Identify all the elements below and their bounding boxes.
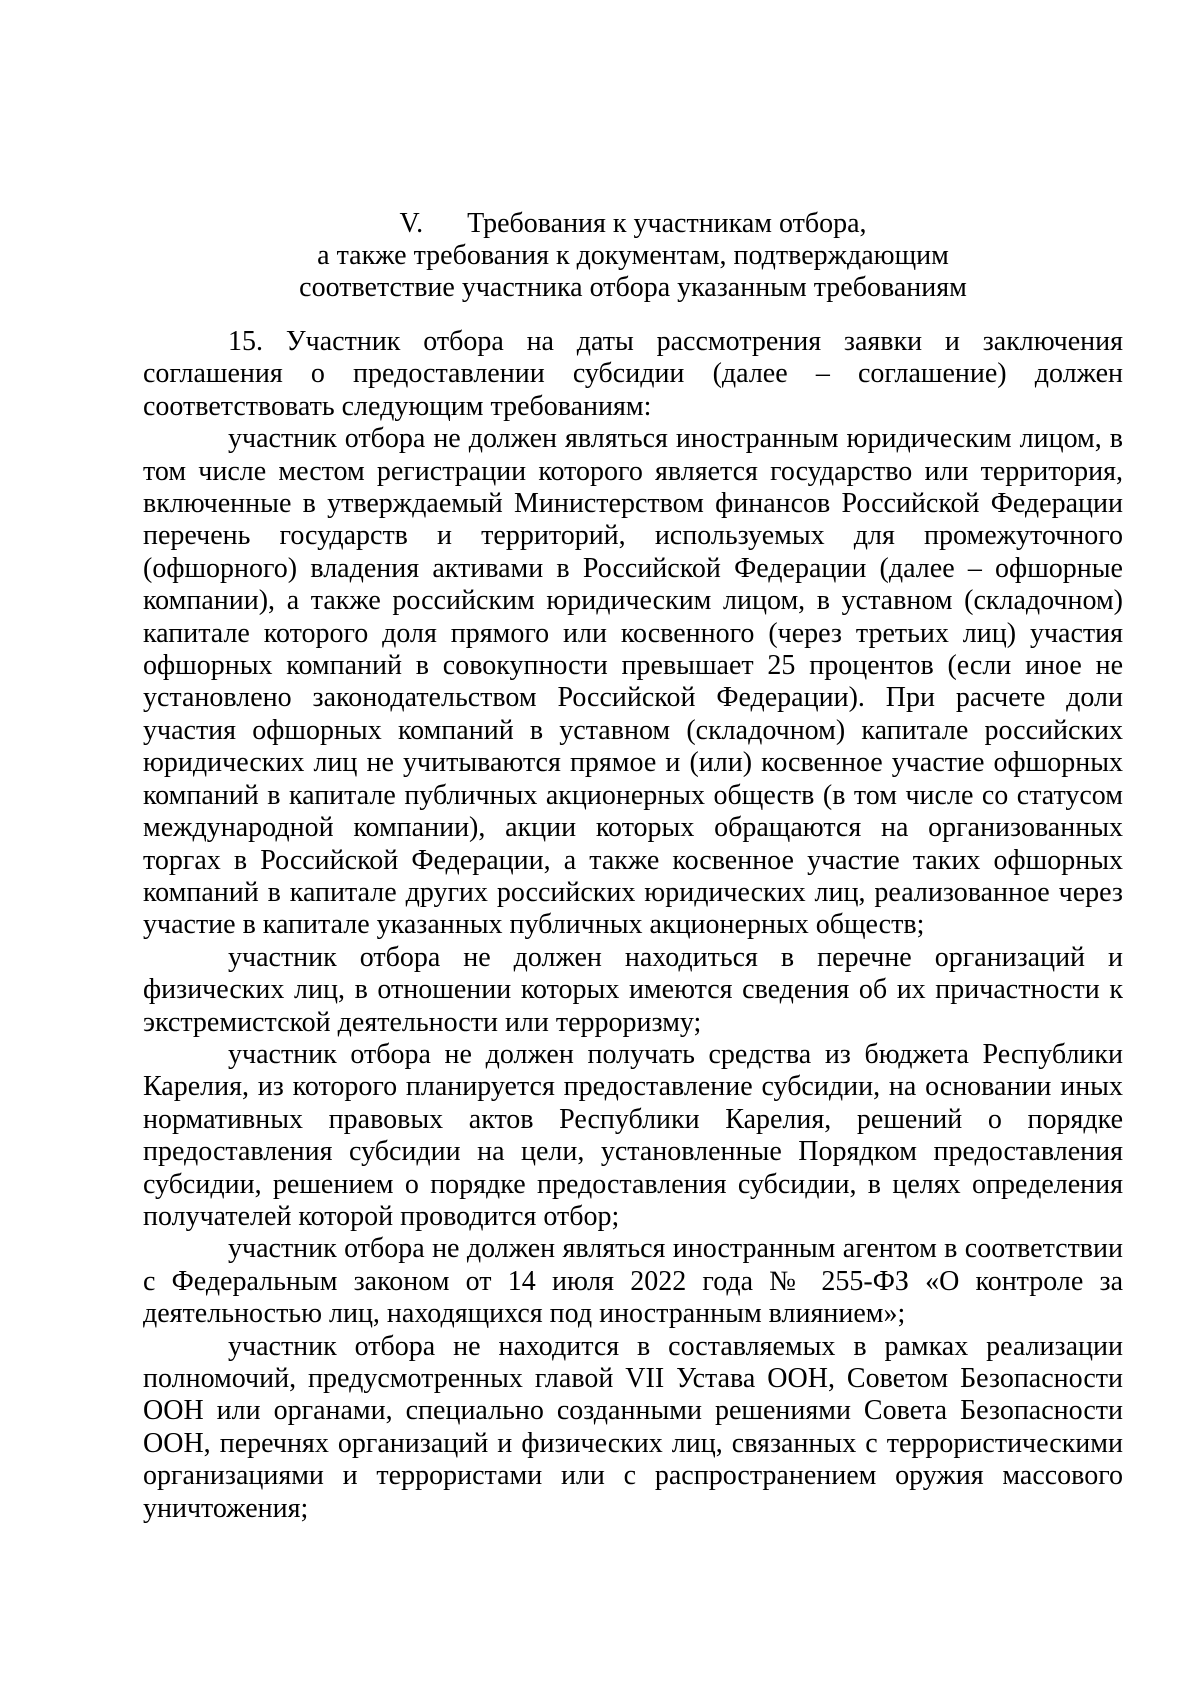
section-heading-line-2: а также требования к документам, подтверждающим (317, 240, 949, 271)
paragraph-extremism-requirement: участник отбора не должен находиться в перечне организаций и физических лиц, в отношении которых имеются сведения об их причастности к экстремистской деятельности или терроризму; (143, 941, 1123, 1038)
section-heading-line-3: соответствие участника отбора указанным требованиям (299, 272, 967, 303)
section-title: Требования к участникам отбора, (467, 208, 867, 239)
paragraph-clause-15: 15. Участник отбора на даты рассмотрения заявки и заключения соглашения о предоставлении субсидии (далее – соглашение) должен соответствовать следующим требованиям: (143, 326, 1123, 422)
section-heading-line-1 (143, 208, 1123, 240)
paragraph-budget-requirement: участник отбора не должен получать средства из бюджета Республики Карелия, из которого планируется предоставление субсидии, на основании иных нормативных правовых актов Республики Карелия, решений о порядке предоставления субсидии на цели, установленные Порядком предоставления субсидии, решением о порядке предоставления субсидии, в целях определения получателей которой проводится отбор; (143, 1038, 1123, 1232)
document-body (143, 326, 1123, 1525)
paragraph-un-sanctions-requirement: участник отбора не находится в составляемых в рамках реализации полномочий, предусмотренных главой VII Устава ООН, Советом Безопасности ООН или органами, специально созданными решениями Совета Безопасности ООН, перечнях организаций и физических лиц, связанных с террористическими организациями и террористами или с распространением оружия массового уничтожения; (143, 1330, 1123, 1524)
section-heading (143, 208, 1123, 304)
section-numeral: V. (399, 208, 424, 239)
paragraph-foreign-agent-requirement: участник отбора не должен являться иностранным агентом в соответствии с Федеральным законом от 14 июля 2022 года № 255-ФЗ «О контроле за деятельностью лиц, находящихся под иностранным влиянием»; (143, 1233, 1123, 1330)
paragraph-offshore-requirement: участник отбора не должен являться иностранным юридическим лицом, в том числе местом регистрации которого является государство или территория, включенные в утверждаемый Министерством финансов Российской Федерации перечень государств и территорий, используемых для промежуточного (офшорного) владения активами в Российской Федерации (далее – офшорные компании), а также российским юридическим лицом, в уставном (складочном) капитале которого доля прямого или косвенного (через третьих лиц) участия офшорных компаний в совокупности превышает 25 процентов (если иное не установлено законодательством Российской Федерации). При расчете доли участия офшорных компаний в уставном (складочном) капитале российских юридических лиц не учитываются прямое и (или) косвенное участие офшорных компаний в капитале публичных акционерных обществ (в том числе со статусом международной компании), акции которых обращаются на организованных торгах в Российской Федерации, а также косвенное участие таких офшорных компаний в капитале других российских юридических лиц, реализованное через участие в капитале указанных публичных акционерных обществ; (143, 423, 1123, 941)
